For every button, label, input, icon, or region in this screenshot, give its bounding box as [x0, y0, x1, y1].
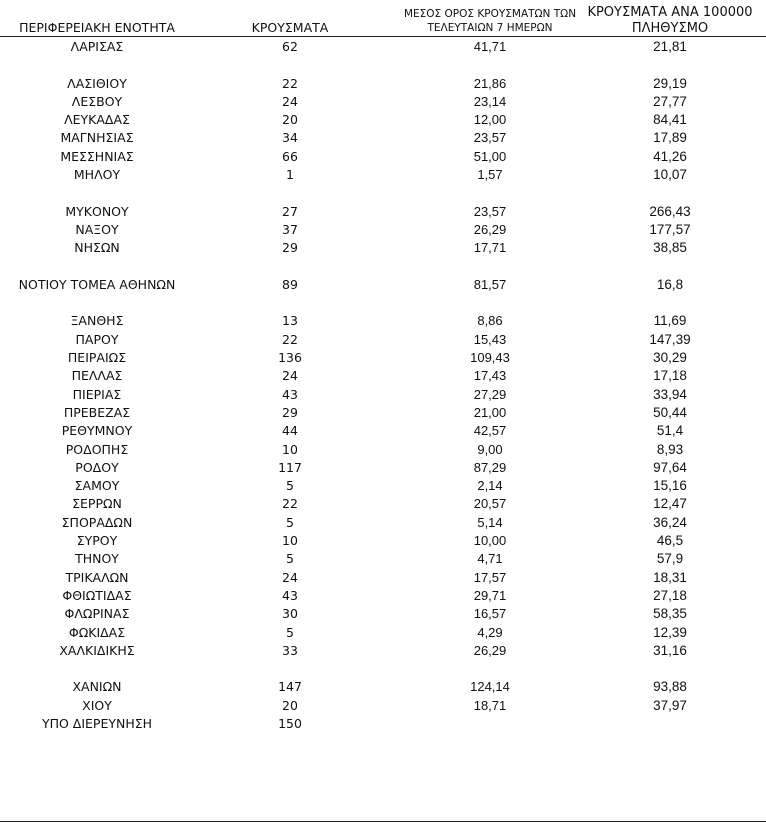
header-per100k-line2: ΠΛΗΘΥΣΜΟ: [631, 21, 709, 36]
avg7-cell: 41,71: [473, 39, 507, 54]
table-row: [0, 550, 766, 568]
table-row: [0, 715, 766, 733]
table-row: [0, 477, 766, 495]
per100k-cell: 21,81: [653, 39, 687, 54]
avg7-cell: 1,57: [477, 167, 503, 183]
region-cell: ΜΥΚΟΝΟΥ: [65, 203, 129, 219]
region-cell: ΞΑΝΘΗΣ: [70, 313, 124, 329]
region-cell: ΛΑΣΙΘΙΟΥ: [67, 75, 127, 91]
table-row: [0, 331, 766, 349]
per100k-cell: 37,97: [653, 697, 687, 713]
table-row: [0, 587, 766, 605]
avg7-cell: 8,86: [477, 313, 503, 329]
cases-cell: 43: [282, 587, 298, 603]
per100k-cell: 31,16: [653, 642, 687, 658]
header-avg7-line2: ΤΕΛΕΥΤΑΙΩΝ 7 ΗΜΕΡΩΝ: [427, 22, 553, 34]
spacer-row: [0, 56, 766, 74]
avg7-cell: 87,29: [473, 459, 507, 475]
cases-cell: 10: [282, 533, 298, 549]
table-row: [0, 605, 766, 623]
per100k-cell: 33,94: [653, 386, 687, 402]
cases-cell: 24: [282, 93, 298, 109]
avg7-cell: 29,71: [473, 587, 507, 603]
cases-cell: 22: [282, 75, 298, 91]
table-row: [0, 404, 766, 422]
cases-cell: 44: [282, 423, 298, 439]
avg7-cell: 2,14: [477, 478, 503, 494]
per100k-cell: 58,35: [653, 606, 687, 622]
table-row: [0, 203, 766, 221]
table-row: [0, 93, 766, 111]
table-row: [0, 367, 766, 385]
cases-cell: 24: [282, 569, 298, 585]
per100k-cell: 17,89: [653, 130, 687, 146]
per100k-cell: 11,69: [653, 313, 687, 329]
region-cell: ΦΩΚΙΔΑΣ: [68, 624, 126, 640]
per100k-cell: 12,47: [653, 496, 687, 512]
table-row: [0, 386, 766, 404]
table-row: [0, 239, 766, 257]
per100k-cell: 27,18: [653, 587, 687, 603]
avg7-cell: 51,00: [473, 148, 507, 164]
spacer-row: [0, 184, 766, 202]
region-cell: ΝΑΞΟΥ: [75, 221, 119, 237]
region-cell: ΣΕΡΡΩΝ: [72, 496, 122, 512]
avg7-cell: 23,14: [473, 93, 507, 109]
avg7-cell: 9,00: [477, 441, 503, 457]
region-cell: ΠΙΕΡΙΑΣ: [72, 386, 122, 402]
region-cell: ΧΙΟΥ: [82, 697, 112, 713]
table-body: [0, 38, 766, 733]
region-cell: ΧΑΛΚΙΔΙΚΗΣ: [59, 642, 135, 658]
region-cell: ΠΕΛΛΑΣ: [71, 368, 123, 384]
cases-cell: 34: [282, 130, 298, 146]
per100k-cell: 97,64: [653, 459, 687, 475]
region-cell: ΦΛΩΡΙΝΑΣ: [64, 606, 130, 622]
cases-cell: 13: [282, 313, 298, 329]
cases-cell: 27: [282, 203, 298, 219]
per100k-cell: 41,26: [653, 148, 687, 164]
region-cell: ΣΥΡΟΥ: [76, 533, 118, 549]
per100k-cell: 15,16: [653, 478, 687, 494]
table-row: [0, 569, 766, 587]
region-cell: ΛΑΡΙΣΑΣ: [70, 39, 124, 54]
spacer-row: [0, 294, 766, 312]
table-row: [0, 276, 766, 294]
header-avg7: [380, 7, 600, 35]
per100k-cell: 57,9: [656, 551, 684, 567]
region-cell: ΝΟΤΙΟΥ ΤΟΜΕΑ ΑΘΗΝΩΝ: [18, 276, 176, 292]
per100k-cell: 50,44: [653, 404, 687, 420]
region-cell: ΝΗΣΩΝ: [74, 240, 120, 256]
avg7-cell: 81,57: [473, 276, 507, 292]
per100k-cell: 16,8: [656, 276, 684, 292]
table-row: [0, 678, 766, 696]
per100k-cell: 93,88: [653, 679, 687, 695]
cases-cell: 20: [282, 112, 298, 128]
cases-cell: 136: [278, 350, 302, 366]
header-per100k-line1: ΚΡΟΥΣΜΑΤΑ ΑΝΑ 100000: [587, 5, 753, 20]
region-cell: ΛΕΣΒΟΥ: [71, 93, 123, 109]
per100k-cell: 36,24: [653, 514, 687, 530]
per100k-cell: 10,07: [653, 167, 687, 183]
avg7-cell: 4,29: [477, 624, 503, 640]
avg7-cell: 26,29: [473, 221, 507, 237]
per100k-cell: 18,31: [653, 569, 687, 585]
cases-cell: 22: [282, 331, 298, 347]
cases-cell: 1: [286, 167, 294, 183]
region-cell: ΜΕΣΣΗΝΙΑΣ: [60, 148, 134, 164]
table-row: [0, 441, 766, 459]
avg7-cell: 23,57: [473, 130, 507, 146]
region-cell: ΠΡΕΒΕΖΑΣ: [63, 404, 131, 420]
region-cell: ΛΕΥΚΑΔΑΣ: [64, 112, 130, 128]
avg7-cell: 23,57: [473, 203, 507, 219]
avg7-cell: 109,43: [470, 350, 510, 366]
table-row: [0, 312, 766, 330]
cases-cell: 29: [282, 404, 298, 420]
cases-cell: 29: [282, 240, 298, 256]
cases-cell: 5: [286, 478, 294, 494]
per100k-cell: 84,41: [653, 112, 687, 128]
table-row: [0, 166, 766, 184]
table-row: [0, 495, 766, 513]
table-row: [0, 75, 766, 93]
region-cell: ΜΑΓΝΗΣΙΑΣ: [60, 130, 134, 146]
cases-cell: 43: [282, 386, 298, 402]
cases-cell: 5: [286, 551, 294, 567]
spacer-row: [0, 660, 766, 678]
per100k-cell: 38,85: [653, 240, 687, 256]
cases-cell: 20: [282, 697, 298, 713]
avg7-cell: 10,00: [473, 533, 507, 549]
avg7-cell: 17,57: [473, 569, 507, 585]
cases-cell: 37: [282, 221, 298, 237]
cases-cell: 5: [286, 514, 294, 530]
per100k-cell: 177,57: [649, 221, 691, 237]
table-row: [0, 221, 766, 239]
header-region: ΠΕΡΙΦΕΡΕΙΑΚΗ ΕΝΟΤΗΤΑ: [19, 20, 175, 35]
table-row: [0, 148, 766, 166]
table-row: [0, 642, 766, 660]
region-cell: ΣΑΜΟΥ: [74, 478, 120, 494]
avg7-cell: 26,29: [473, 642, 507, 658]
avg7-cell: 27,29: [473, 386, 507, 402]
cases-cell: 147: [278, 679, 302, 695]
region-cell: ΥΠΟ ΔΙΕΡΕΥΝΗΣΗ: [41, 715, 153, 731]
per100k-cell: 27,77: [653, 93, 687, 109]
region-cell: ΠΑΡΟΥ: [75, 331, 119, 347]
region-cell: ΣΠΟΡΑΔΩΝ: [61, 514, 133, 530]
avg7-cell: 21,00: [473, 404, 507, 420]
spacer-row: [0, 258, 766, 276]
per100k-cell: 29,19: [653, 75, 687, 91]
per100k-cell: 17,18: [653, 368, 687, 384]
table-row: [0, 459, 766, 477]
header-avg7-line1: ΜΕΣΟΣ ΟΡΟΣ ΚΡΟΥΣΜΑΤΩΝ ΤΩΝ: [403, 8, 577, 20]
region-cell: ΤΗΝΟΥ: [75, 551, 119, 567]
avg7-cell: 12,00: [473, 112, 507, 128]
table-row: [0, 532, 766, 550]
avg7-cell: 21,86: [473, 75, 507, 91]
bottom-divider: [0, 821, 766, 822]
table-row: [0, 514, 766, 532]
cases-cell: 24: [282, 368, 298, 384]
cases-cell: 30: [282, 606, 298, 622]
region-cell: ΡΕΘΥΜΝΟΥ: [61, 423, 133, 439]
per100k-cell: 12,39: [653, 624, 687, 640]
per100k-cell: 8,93: [656, 441, 684, 457]
region-cell: ΜΗΛΟΥ: [73, 167, 121, 183]
region-cell: ΠΕΙΡΑΙΩΣ: [67, 350, 127, 366]
region-cell: ΡΟΔΟΠΗΣ: [65, 441, 129, 457]
region-cell: ΡΟΔΟΥ: [75, 459, 119, 475]
header-cases: ΚΡΟΥΣΜΑΤΑ: [251, 20, 329, 35]
per100k-cell: 266,43: [649, 203, 691, 219]
cases-cell: 62: [282, 39, 298, 54]
region-cell: ΦΘΙΩΤΙΔΑΣ: [62, 587, 132, 603]
header-divider: [0, 36, 766, 37]
per100k-cell: 147,39: [649, 331, 691, 347]
per100k-cell: 46,5: [656, 533, 684, 549]
avg7-cell: 17,71: [473, 240, 507, 256]
per100k-cell: 51,4: [656, 423, 684, 439]
avg7-cell: 5,14: [477, 514, 503, 530]
avg7-cell: 4,71: [477, 551, 503, 567]
per100k-cell: 30,29: [653, 350, 687, 366]
avg7-cell: 18,71: [473, 697, 507, 713]
cases-cell: 33: [282, 642, 298, 658]
cases-cell: 10: [282, 441, 298, 457]
table-row: [0, 111, 766, 129]
table-row: [0, 697, 766, 715]
table-row: [0, 129, 766, 147]
avg7-cell: 124,14: [470, 679, 510, 695]
table-row: [0, 624, 766, 642]
cases-cell: 150: [278, 715, 302, 731]
cases-cell: 117: [278, 459, 302, 475]
region-cell: ΧΑΝΙΩΝ: [72, 679, 122, 695]
avg7-cell: 15,43: [473, 331, 507, 347]
avg7-cell: 20,57: [473, 496, 507, 512]
cases-cell: 5: [286, 624, 294, 640]
cases-cell: 66: [282, 148, 298, 164]
avg7-cell: 17,43: [473, 368, 507, 384]
table-row: [0, 38, 766, 56]
cases-cell: 89: [282, 276, 298, 292]
header-per100k: [570, 5, 766, 37]
cases-cell: 22: [282, 496, 298, 512]
avg7-cell: 42,57: [473, 423, 507, 439]
table-row: [0, 349, 766, 367]
table-row: [0, 422, 766, 440]
region-cell: ΤΡΙΚΑΛΩΝ: [65, 569, 129, 585]
avg7-cell: 16,57: [473, 606, 507, 622]
